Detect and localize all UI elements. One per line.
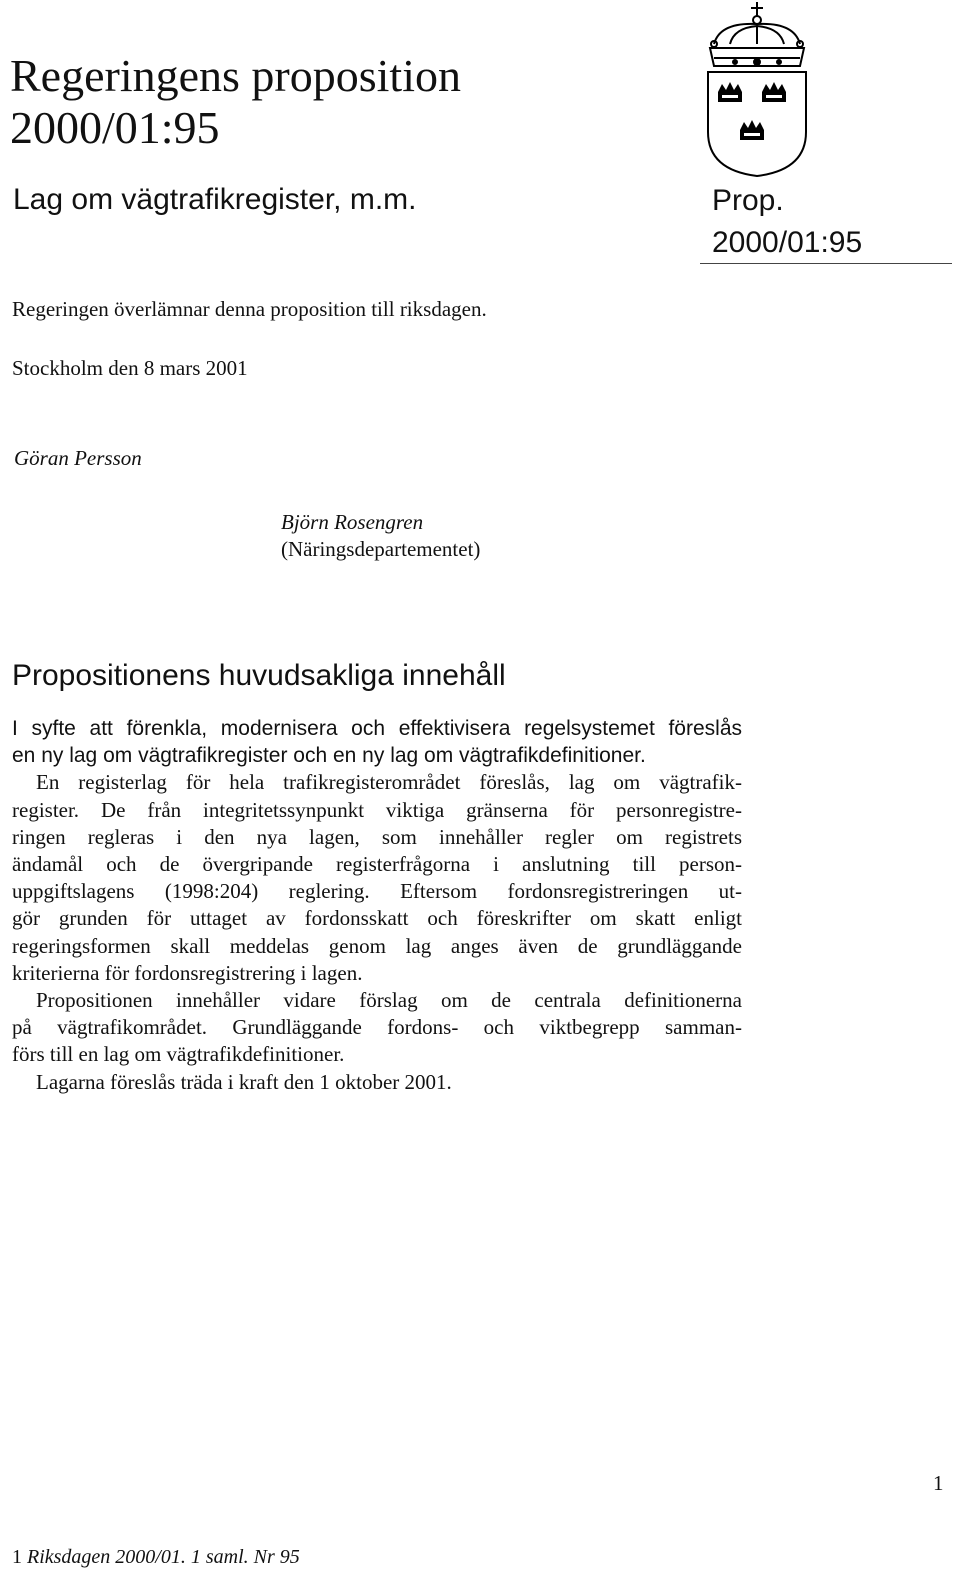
- footer-note-text: Riksdagen 2000/01. 1 saml. Nr 95: [27, 1546, 300, 1568]
- signatory-minister: Björn Rosengren: [281, 510, 424, 534]
- paragraph-line: regeringsformen skall meddelas genom lag anges även de grundläggande: [12, 933, 742, 958]
- paragraph-line: en ny lag om vägtrafikregister och en ny lag om vägtrafikdefinitioner.: [12, 744, 646, 768]
- paragraph-line: uppgiftslagens (1998:204) reglering. Eftersom fordonsregistreringen ut-: [12, 879, 742, 904]
- proposition-label: Prop.: [712, 184, 784, 217]
- paragraph-line: En registerlag för hela trafikregisterområdet föreslås, lag om vägtrafik-: [36, 770, 742, 795]
- document-title-number: 2000/01:95: [10, 102, 220, 153]
- document-subtitle: Lag om vägtrafikregister, m.m.: [13, 183, 417, 216]
- paragraph-line: gör grunden för uttaget av fordonsskatt och föreskrifter om skatt enligt: [12, 906, 742, 931]
- summary-paragraph-2: [12, 769, 742, 987]
- footer-note-number: 1: [12, 1546, 22, 1568]
- proposition-number: 2000/01:95: [712, 226, 863, 259]
- page-number: 1: [933, 1471, 944, 1495]
- swedish-coat-of-arms-icon: [700, 0, 818, 182]
- document-title: Regeringens proposition: [10, 50, 461, 101]
- paragraph-line: förs till en lag om vägtrafikdefinitioner.: [12, 1042, 345, 1067]
- department-name: (Näringsdepartementet): [281, 537, 481, 561]
- summary-paragraph-4: [12, 1069, 742, 1096]
- place-and-date: Stockholm den 8 mars 2001: [12, 356, 248, 380]
- paragraph-line: Propositionen innehåller vidare förslag om de centrala definitionerna: [36, 988, 742, 1013]
- paragraph-line: Lagarna föreslås träda i kraft den 1 oktober 2001.: [36, 1069, 452, 1094]
- summary-paragraph-1: [12, 715, 742, 769]
- paragraph-line: ringen regleras i den nya lagen, som innehåller regler om registrets: [12, 824, 742, 849]
- summary-body: [12, 715, 742, 1096]
- summary-paragraph-3: [12, 987, 742, 1069]
- transmittal-text: Regeringen överlämnar denna proposition till riksdagen.: [12, 297, 487, 321]
- footer-note: [12, 1544, 300, 1570]
- header-divider: [700, 263, 952, 264]
- paragraph-line: kriterierna för fordonsregistrering i lagen.: [12, 960, 363, 985]
- paragraph-line: ändamål och de övergripande registerfrågorna i anslutning till person-: [12, 852, 742, 877]
- section-heading: Propositionens huvudsakliga innehåll: [12, 659, 506, 692]
- paragraph-line: på vägtrafikområdet. Grundläggande fordons- och viktbegrepp samman-: [12, 1015, 742, 1040]
- paragraph-line: register. De från integritetssynpunkt viktiga gränserna för personregistre-: [12, 797, 742, 822]
- paragraph-line: I syfte att förenkla, modernisera och effektivisera regelsystemet föreslås: [12, 717, 742, 740]
- signatory-prime-minister: Göran Persson: [14, 446, 142, 470]
